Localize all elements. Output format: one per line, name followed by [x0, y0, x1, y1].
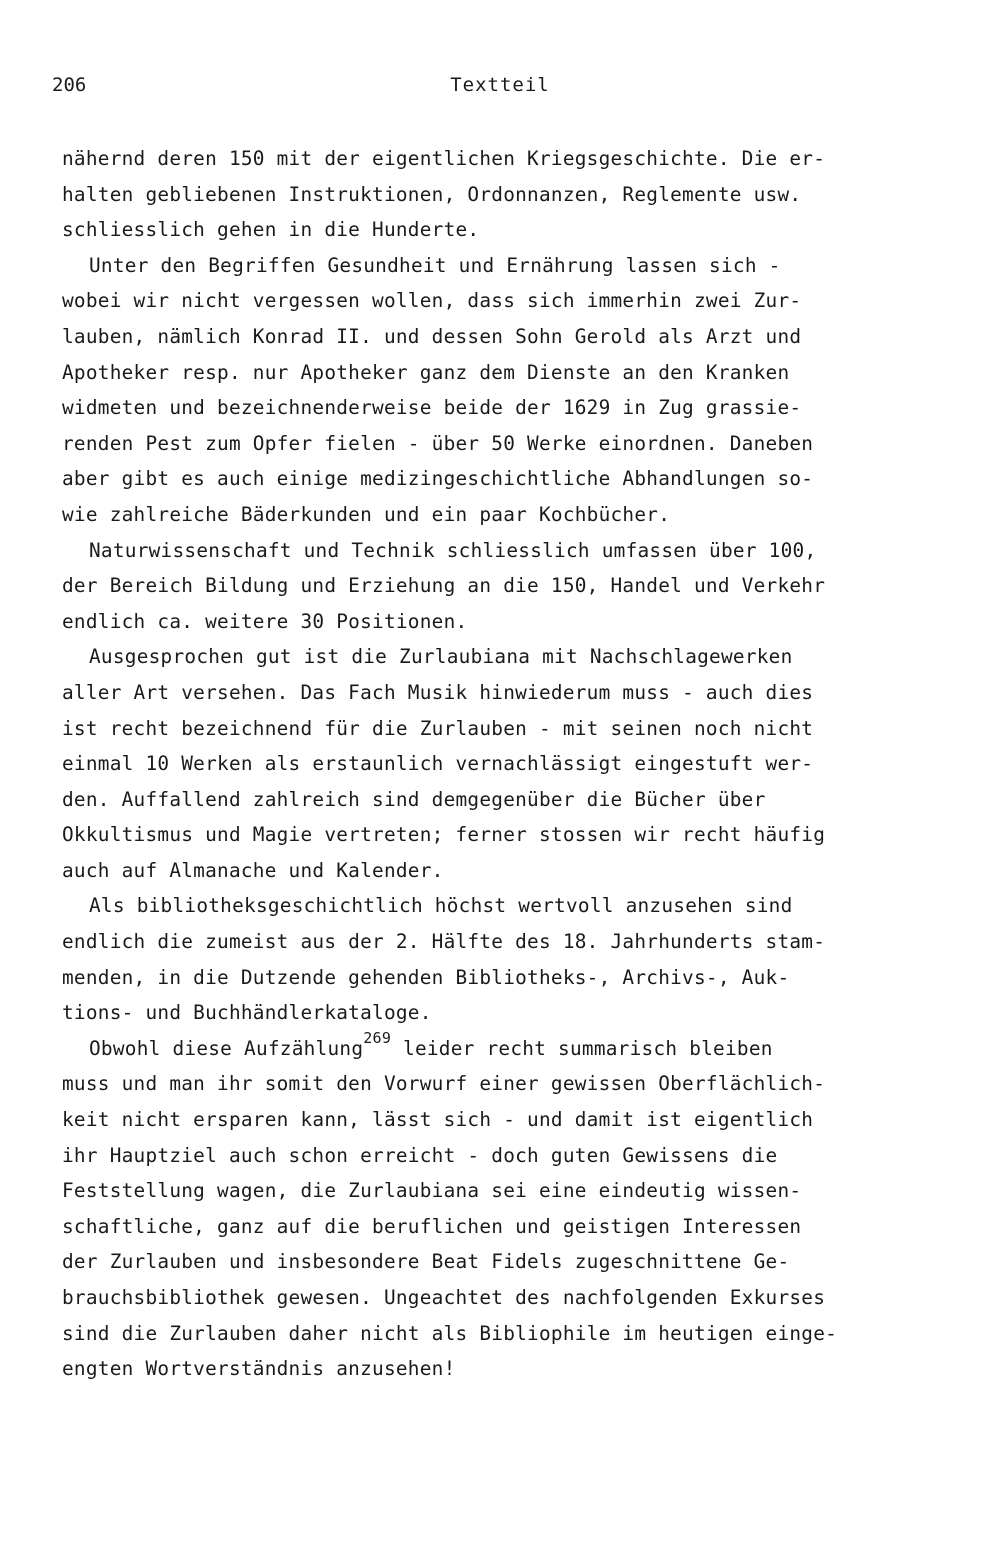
text-line: Naturwissenschaft und Technik schliesslich umfassen über 100,	[89, 538, 817, 562]
text-line: Feststellung wagen, die Zurlaubiana sei eine eindeutig wissen-	[62, 1179, 802, 1203]
text-line: nähernd deren 150 mit der eigentlichen Kriegsgeschichte. Die er-	[62, 147, 826, 170]
text-line: halten gebliebenen Instruktionen, Ordonnanzen, Reglemente usw.	[62, 182, 802, 206]
paragraph	[62, 888, 952, 1030]
text-line: widmeten und bezeichnenderweise beide der 1629 in Zug grassie-	[62, 396, 802, 420]
text-line: den. Auffallend zahlreich sind demgegenüber die Bücher über	[62, 787, 766, 811]
text-line: renden Pest zum Opfer fielen - über 50 Werke einordnen. Daneben	[62, 431, 814, 455]
paragraph	[62, 248, 952, 533]
page-header	[52, 70, 948, 100]
text-line: Apotheker resp. nur Apotheker ganz dem Dienste an den Kranken	[62, 360, 790, 384]
text-line: engten Wortverständnis anzusehen!	[62, 1357, 456, 1381]
text-line: endlich die zumeist aus der 2. Hälfte des 18. Jahrhunderts stam-	[62, 930, 826, 954]
text-line: Ausgesprochen gut ist die Zurlaubiana mit Nachschlagewerken	[89, 645, 793, 669]
text-line: schliesslich gehen in die Hunderte.	[62, 218, 480, 242]
paragraph	[62, 533, 952, 640]
text-line: muss und man ihr somit den Vorwurf einer gewissen Oberflächlich-	[62, 1072, 826, 1096]
page-number: 206	[52, 74, 87, 96]
text-line: einmal 10 Werken als erstaunlich vernachlässigt eingestuft wer-	[62, 752, 814, 776]
text-line: menden, in die Dutzende gehenden Bibliotheks-, Archivs-, Auk-	[62, 965, 790, 989]
text-line: keit nicht ersparen kann, lässt sich - und damit ist eigentlich	[62, 1108, 814, 1132]
paragraph	[62, 141, 952, 248]
text-line: der Zurlauben und insbesondere Beat Fidels zugeschnittene Ge-	[62, 1250, 790, 1274]
body-text	[62, 141, 952, 1387]
text-line: lauben, nämlich Konrad II. und dessen Sohn Gerold als Arzt und	[62, 324, 802, 348]
text-line: brauchsbibliothek gewesen. Ungeachtet des nachfolgenden Exkurses	[62, 1286, 826, 1309]
paragraph-lines	[62, 1066, 952, 1386]
text-fragment: leider recht summarisch bleiben	[391, 1036, 773, 1060]
text-line: wie zahlreiche Bäderkunden und ein paar Kochbücher.	[62, 502, 671, 526]
text-line: Unter den Begriffen Gesundheit und Ernährung lassen sich -	[89, 253, 781, 277]
text-fragment: Obwohl diese Aufzählung	[89, 1036, 364, 1060]
text-line: endlich ca. weitere 30 Positionen.	[62, 609, 468, 633]
paragraph-final	[62, 1028, 952, 1387]
text-line: aller Art versehen. Das Fach Musik hinwiederum muss - auch dies	[62, 680, 814, 704]
text-line: der Bereich Bildung und Erziehung an die 150, Handel und Verkehr	[62, 574, 826, 598]
text-line: Okkultismus und Magie vertreten; ferner stossen wir recht häufig	[62, 823, 826, 847]
text-line: ist recht bezeichnend für die Zurlauben - mit seinen noch nicht	[62, 716, 814, 740]
paragraph	[62, 639, 952, 888]
text-line: ihr Hauptziel auch schon erreicht - doch guten Gewissens die	[62, 1143, 778, 1167]
text-line: auch auf Almanache und Kalender.	[62, 858, 444, 882]
footnote-reference[interactable]: 269	[363, 1028, 392, 1047]
text-line	[62, 1028, 952, 1067]
text-line: schaftliche, ganz auf die beruflichen und geistigen Interessen	[62, 1214, 802, 1238]
text-line: tions- und Buchhändlerkataloge.	[62, 1001, 432, 1025]
text-line: sind die Zurlauben daher nicht als Bibliophile im heutigen einge-	[62, 1321, 838, 1345]
text-line: wobei wir nicht vergessen wollen, dass sich immerhin zwei Zur-	[62, 289, 802, 313]
text-line: Als bibliotheksgeschichtlich höchst wertvoll anzusehen sind	[89, 894, 793, 918]
text-line: aber gibt es auch einige medizingeschichtliche Abhandlungen so-	[62, 467, 814, 491]
paragraph-list	[62, 141, 952, 1031]
running-title: Textteil	[450, 74, 550, 96]
